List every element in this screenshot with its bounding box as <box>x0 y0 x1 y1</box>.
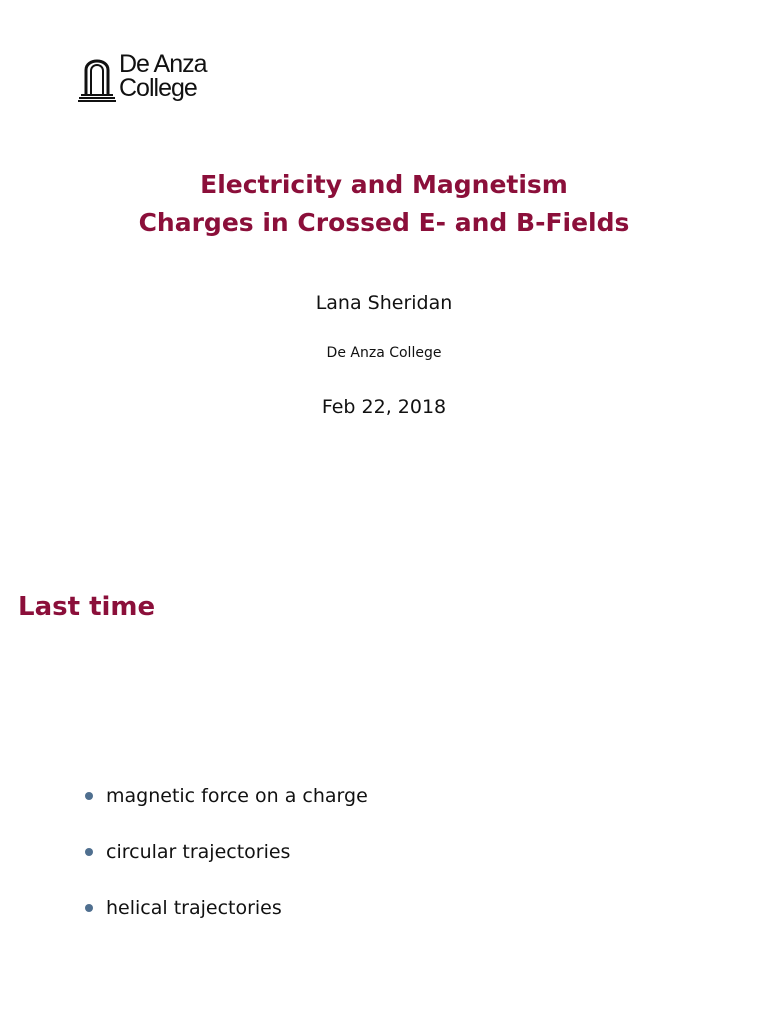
logo-line-2: College <box>119 74 197 102</box>
bullet-text: circular trajectories <box>106 841 291 863</box>
bullet-dot-icon <box>85 848 93 856</box>
bullet-text: helical trajectories <box>106 897 282 919</box>
presentation-title <box>0 166 768 242</box>
bullet-dot-icon <box>85 904 93 912</box>
bullet-text: magnetic force on a charge <box>106 785 368 807</box>
author-name: Lana Sheridan <box>315 292 453 314</box>
bullet-list <box>84 782 368 950</box>
title-line-2: Charges in Crossed E- and B-Fields <box>138 208 630 237</box>
presentation-date: Feb 22, 2018 <box>321 396 447 418</box>
institute-name: De Anza College <box>326 345 442 361</box>
arch-icon <box>78 50 116 102</box>
section-heading: Last time <box>18 592 156 622</box>
bullet-item <box>84 838 368 894</box>
bullet-item <box>84 782 368 838</box>
logo-line-1: De Anza <box>119 50 207 78</box>
college-logo <box>78 50 218 108</box>
title-line-1: Electricity and Magnetism <box>200 170 568 199</box>
bullet-dot-icon <box>85 792 93 800</box>
bullet-item <box>84 894 368 950</box>
logo-wordmark <box>119 52 207 100</box>
